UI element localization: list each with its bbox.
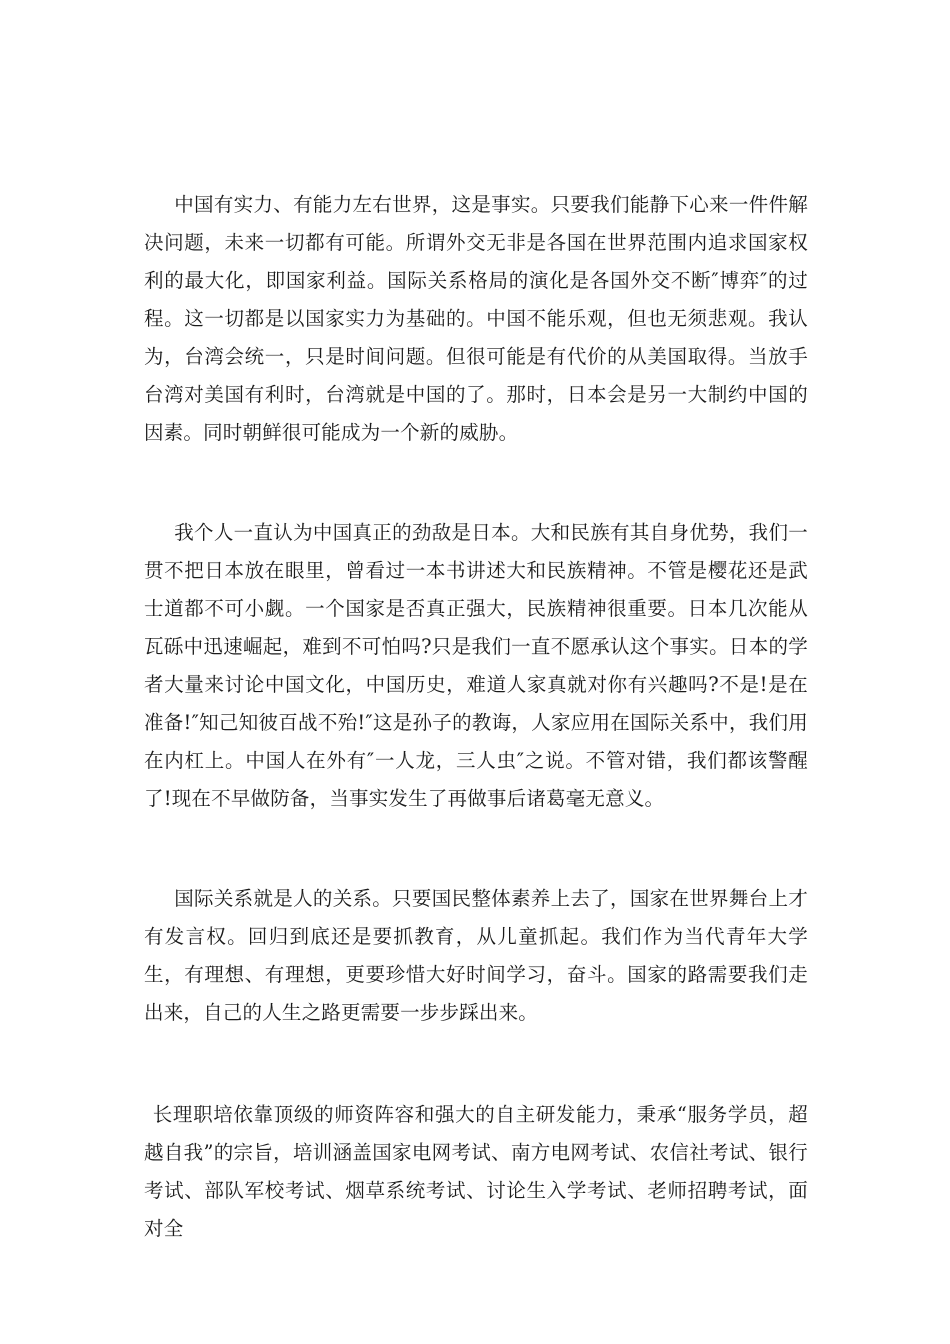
paragraph-1: 中国有实力、有能力左右世界，这是事实。只要我们能静下心来一件件解决问题，未来一切都有可能。所谓外交无非是各国在世界范围内追求国家权利的最大化，即国家利益。国际关系格局的演化是各国外交不断″博弈″的过程。这一切都是以国家实力为基础的。中国不能乐观，但也无须悲观。我认为，台湾会统一，只是时间问题。但很可能是有代价的从美国取得。当放手台湾对美国有利时，台湾就是中国的了。那时，日本会是另一大制约中国的因素。同时朝鲜很可能成为一个新的威胁。 xyxy=(144,193,808,444)
paragraph-4: 长理职培依靠顶级的师资阵容和强大的自主研发能力，秉承“服务学员，超越自我”的宗旨，培训涵盖国家电网考试、南方电网考试、农信社考试、银行考试、部队军校考试、烟草系统考试、讨论生入学考试、老师招聘考试，面对全 xyxy=(144,1103,808,1240)
paragraph-3: 国际关系就是人的关系。只要国民整体素养上去了，国家在世界舞台上才有发言权。回归到底还是要抓教育，从儿童抓起。我们作为当代青年大学生，有理想、有理想，更要珍惜大好时间学习，奋斗。国家的路需要我们走出来，自己的人生之路更需要一步步踩出来。 xyxy=(144,887,808,1024)
paragraph-2: 我个人一直认为中国真正的劲敌是日本。大和民族有其自身优势，我们一贯不把日本放在眼里，曾看过一本书讲述大和民族精神。不管是樱花还是武士道都不可小觑。一个国家是否真正强大，民族精神很重要。日本几次能从瓦砾中迅速崛起，难到不可怕吗?只是我们一直不愿承认这个事实。日本的学者大量来讨论中国文化，中国历史，难道人家真就对你有兴趣吗?不是!是在准备!″知己知彼百战不殆!″这是孙子的教诲，人家应用在国际关系中，我们用在内杠上。中国人在外有″一人龙，三人虫″之说。不管对错，我们都该警醒了!现在不早做防备，当事实发生了再做事后诸葛毫无意义。 xyxy=(144,521,808,810)
